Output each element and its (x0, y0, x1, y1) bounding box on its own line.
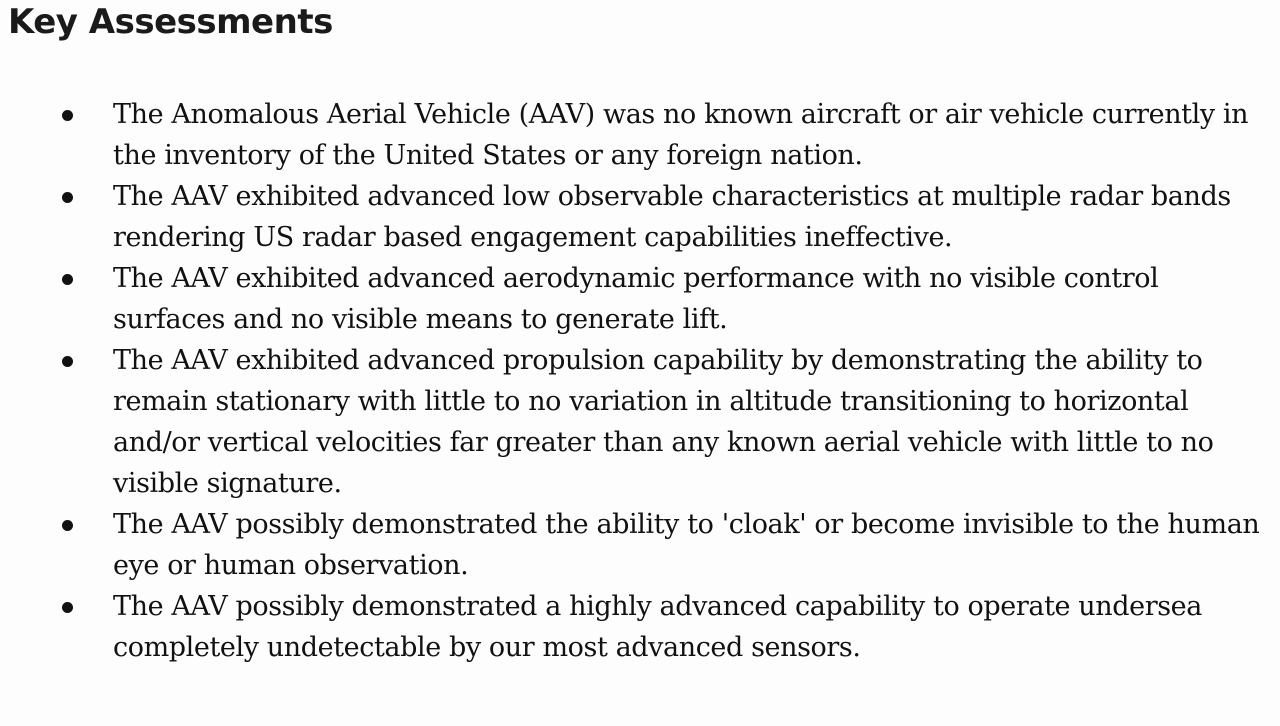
list-item (0, 258, 1280, 340)
list-item-text: The AAV possibly demonstrated the ability to 'cloak' or become invisible to the human eye or human observation. (113, 509, 1260, 581)
bullet-icon (62, 192, 73, 203)
list-item-text: The Anomalous Aerial Vehicle (AAV) was no known aircraft or air vehicle currently in the inventory of the United States or any foreign nation. (113, 99, 1249, 171)
bullet-icon (62, 110, 73, 121)
page-title: Key Assessments (8, 2, 333, 42)
list-item (0, 586, 1280, 668)
list-item (0, 176, 1280, 258)
assessment-list (0, 94, 1280, 668)
bullet-icon (62, 602, 73, 613)
list-item-text: The AAV exhibited advanced propulsion capability by demonstrating the ability to remain stationary with little to no variation in altitude transitioning to horizontal and/or vertical velocities far greater than any known aerial vehicle with little to no visible signature. (113, 345, 1214, 499)
list-item-text: The AAV exhibited advanced aerodynamic performance with no visible control surfaces and no visible means to generate lift. (113, 263, 1159, 335)
bullet-icon (62, 520, 73, 531)
list-item (0, 94, 1280, 176)
bullet-icon (62, 274, 73, 285)
list-item (0, 504, 1280, 586)
list-item-text: The AAV possibly demonstrated a highly advanced capability to operate undersea completely undetectable by our most advanced sensors. (113, 591, 1202, 663)
list-item-text: The AAV exhibited advanced low observable characteristics at multiple radar bands rendering US radar based engagement capabilities ineffective. (113, 181, 1231, 253)
bullet-icon (62, 356, 73, 367)
list-item (0, 340, 1280, 504)
